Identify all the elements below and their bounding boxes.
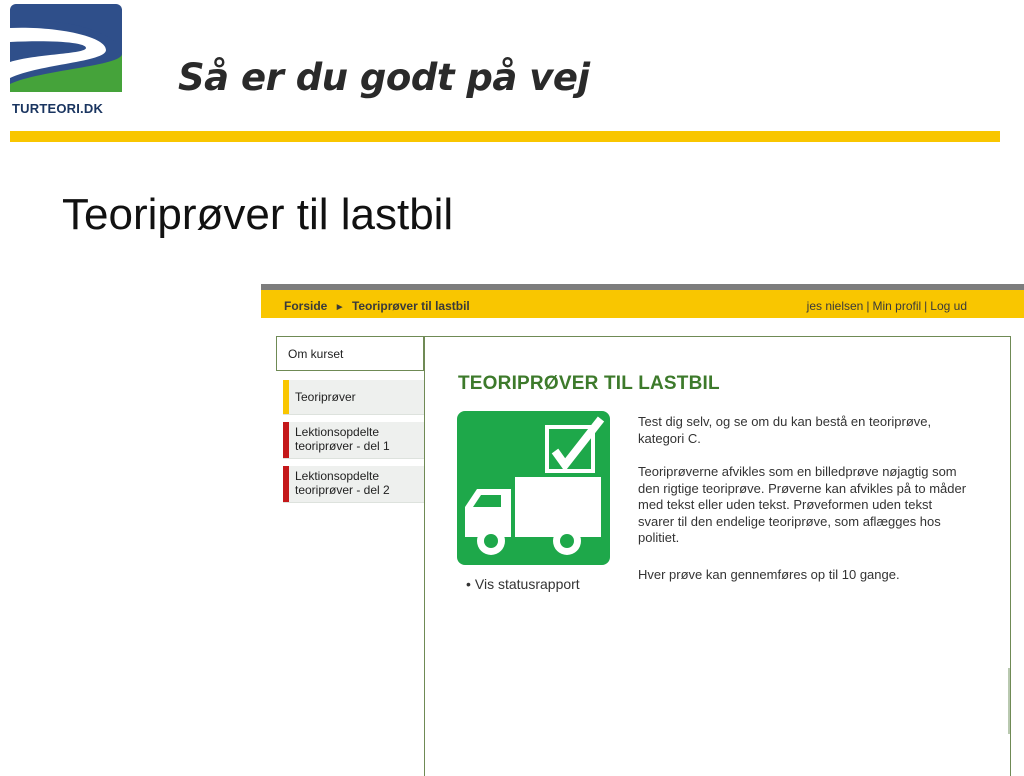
text-line: Hver prøve kan gennemføres op til 10 gange. (638, 567, 900, 582)
text-line: Teoriprøverne afvikles som en billedprøve nøjagtig som (638, 464, 957, 479)
logo-text: TURTEORI.DK (12, 101, 104, 116)
turteori-logo (10, 4, 122, 116)
breadcrumb-home[interactable]: Forside (284, 299, 328, 313)
header-divider (10, 131, 1000, 142)
logout-link[interactable]: Log ud (930, 299, 967, 313)
sidebar-item-label: Lektionsopdelte (295, 469, 380, 483)
top-bar (261, 290, 1024, 318)
sidebar-item-label: Teoriprøver (295, 390, 356, 404)
profile-link[interactable]: Min profil (872, 299, 922, 313)
sidebar-item-lektion-del-1[interactable] (283, 422, 424, 459)
status-report-label: Vis statusrapport (474, 576, 580, 592)
text-line: den rigtige teoriprøve. Prøverne kan afvikles på to måder (638, 480, 967, 496)
page-heading: TEORIPRØVER TIL LASTBIL (458, 373, 720, 394)
tab-om-kurset[interactable]: Om kurset (276, 336, 424, 371)
sidebar-item-teoriprover[interactable] (283, 380, 424, 415)
text-line: svarer til den endelige teoriprøve, som aflægges hos (638, 513, 941, 529)
bullet: • (466, 576, 471, 592)
slide-title: Teoriprøver til lastbil (62, 190, 454, 239)
sidebar-item-label: teoriprøver - del 1 (295, 439, 390, 453)
text-line: Test dig selv, og se om du kan bestå en teoriprøve, (638, 414, 932, 429)
text-line: politiet. (638, 530, 680, 545)
sidebar-item-label: teoriprøver - del 2 (295, 483, 390, 497)
user-links (807, 299, 967, 313)
separator: | (924, 299, 928, 313)
breadcrumb-separator-icon: ► (334, 302, 345, 313)
sidebar-item-label: Lektionsopdelte (295, 425, 380, 439)
scroll-edge (1008, 668, 1010, 734)
separator: | (866, 299, 870, 313)
tab-underline (276, 370, 424, 371)
description-paragraph (638, 464, 988, 547)
breadcrumb (284, 299, 470, 313)
status-report-link[interactable] (466, 576, 580, 592)
website-screenshot (261, 284, 1024, 768)
text-line: med tekst eller uden tekst. Prøveformen uden tekst (638, 497, 933, 512)
attempts-paragraph (638, 567, 988, 584)
intro-paragraph (638, 414, 988, 447)
sidebar-item-lektion-del-2[interactable] (283, 466, 424, 503)
tagline: Så er du godt på vej (178, 56, 590, 99)
text-line: kategori C. (638, 430, 701, 446)
user-name: jes nielsen (806, 299, 864, 313)
truck-checkbox-icon[interactable] (457, 411, 610, 565)
breadcrumb-current[interactable]: Teoriprøver til lastbil (351, 299, 470, 313)
